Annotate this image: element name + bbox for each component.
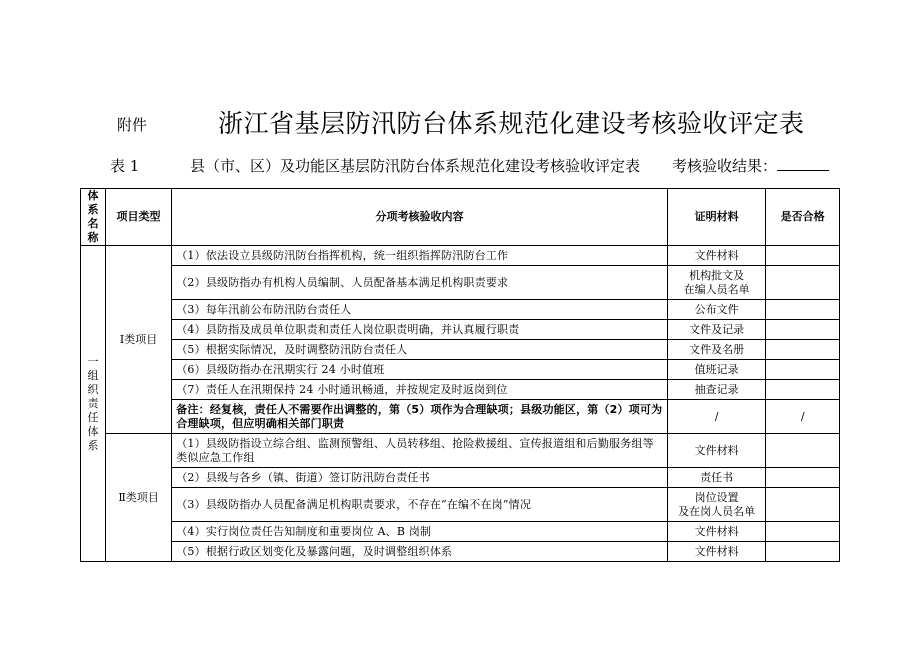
table-row bbox=[81, 320, 840, 340]
system-char: 任 bbox=[87, 410, 99, 424]
item-proof bbox=[667, 434, 766, 468]
item-pass[interactable] bbox=[766, 340, 840, 360]
item-proof bbox=[667, 360, 766, 380]
result-blank[interactable] bbox=[777, 155, 829, 171]
note-proof: / bbox=[667, 400, 766, 434]
proof-line: 文件材料 bbox=[694, 248, 739, 262]
type2-label-cell: Ⅱ类项目 bbox=[105, 434, 171, 562]
system-char: 责 bbox=[87, 396, 99, 410]
item-pass[interactable] bbox=[766, 320, 840, 340]
header-system-line2: 名称 bbox=[87, 217, 99, 244]
note-pass: / bbox=[766, 400, 840, 434]
system-name-cell bbox=[81, 246, 106, 562]
header-content: 分项考核验收内容 bbox=[172, 189, 668, 246]
item-proof bbox=[667, 488, 766, 522]
header-pass: 是否合格 bbox=[766, 189, 840, 246]
item-content: （3）每年汛前公布防汛防台责任人 bbox=[172, 300, 668, 320]
header-proof: 证明材料 bbox=[667, 189, 766, 246]
annex-label: 附件 bbox=[117, 116, 148, 134]
table-row bbox=[81, 522, 840, 542]
proof-line: 岗位设置 bbox=[694, 490, 739, 504]
table-number: 表 1 bbox=[110, 157, 140, 175]
system-char: 织 bbox=[87, 382, 99, 396]
system-char: 组 bbox=[87, 368, 99, 382]
table-row bbox=[81, 542, 840, 562]
item-content: （7）责任人在汛期保持 24 小时通讯畅通，并按规定及时返岗到位 bbox=[172, 380, 668, 400]
table-caption bbox=[110, 155, 840, 177]
item-content: （1）县级防指设立综合组、监测预警组、人员转移组、抢险救援组、宣传报道组和后勤服务组等类似应急工作组 bbox=[172, 434, 668, 468]
table-row bbox=[81, 360, 840, 380]
table-row bbox=[81, 246, 840, 266]
proof-line: 文件材料 bbox=[694, 524, 739, 538]
item-content: （6）县级防指办在汛期实行 24 小时值班 bbox=[172, 360, 668, 380]
table-row bbox=[81, 266, 840, 300]
item-content: （5）根据实际情况，及时调整防汛防台责任人 bbox=[172, 340, 668, 360]
proof-line: 值班记录 bbox=[694, 362, 739, 376]
item-pass[interactable] bbox=[766, 542, 840, 562]
item-pass[interactable] bbox=[766, 360, 840, 380]
note-content: 备注：经复核，责任人不需要作出调整的，第（5）项作为合理缺项；县级功能区，第（2）项可为合理缺项，但应明确相关部门职责 bbox=[172, 400, 668, 434]
table-row bbox=[81, 340, 840, 360]
system-char: 一 bbox=[87, 354, 99, 368]
table-row bbox=[81, 434, 840, 468]
proof-line: 机构批文及 bbox=[689, 268, 745, 282]
header-type: 项目类型 bbox=[105, 189, 171, 246]
table-name: 县（市、区）及功能区基层防汛防台体系规范化建设考核验收评定表 bbox=[190, 157, 641, 175]
item-pass[interactable] bbox=[766, 488, 840, 522]
header-system-line1: 体系 bbox=[87, 189, 99, 216]
item-content: （1）依法设立县级防汛防台指挥机构，统一组织指挥防汛防台工作 bbox=[172, 246, 668, 266]
note-row bbox=[81, 400, 840, 434]
item-proof bbox=[667, 522, 766, 542]
item-proof bbox=[667, 468, 766, 488]
table-row bbox=[81, 488, 840, 522]
item-content: （2）县级防指办有机构人员编制、人员配备基本满足机构职责要求 bbox=[172, 266, 668, 300]
item-proof bbox=[667, 542, 766, 562]
item-proof bbox=[667, 266, 766, 300]
item-pass[interactable] bbox=[766, 434, 840, 468]
proof-line: 文件材料 bbox=[694, 443, 739, 457]
proof-line: 责任书 bbox=[700, 470, 734, 484]
item-proof bbox=[667, 340, 766, 360]
system-char: 体 bbox=[87, 424, 99, 438]
item-content: （2）县级与各乡（镇、街道）签订防汛防台责任书 bbox=[172, 468, 668, 488]
item-pass[interactable] bbox=[766, 468, 840, 488]
item-proof bbox=[667, 320, 766, 340]
type1-label-cell: Ⅰ类项目 bbox=[105, 246, 171, 434]
item-pass[interactable] bbox=[766, 300, 840, 320]
proof-line: 抽查记录 bbox=[694, 382, 739, 396]
proof-line: 文件材料 bbox=[694, 544, 739, 558]
proof-line: 文件及记录 bbox=[689, 322, 745, 336]
item-pass[interactable] bbox=[766, 522, 840, 542]
proof-line: 公布文件 bbox=[694, 302, 739, 316]
result-label bbox=[672, 155, 829, 176]
item-proof bbox=[667, 300, 766, 320]
header-row bbox=[81, 189, 840, 246]
document-title: 浙江省基层防汛防台体系规范化建设考核验收评定表 bbox=[218, 109, 805, 138]
item-content: （3）县级防指办人员配备满足机构职责要求，不存在“在编不在岗”情况 bbox=[172, 488, 668, 522]
item-content: （4）实行岗位责任告知制度和重要岗位 A、B 岗制 bbox=[172, 522, 668, 542]
item-content: （5）根据行政区划变化及暴露问题，及时调整组织体系 bbox=[172, 542, 668, 562]
header-system bbox=[81, 189, 106, 246]
result-label-text: 考核验收结果： bbox=[672, 157, 778, 175]
proof-line: 文件及名册 bbox=[689, 342, 745, 356]
item-proof bbox=[667, 380, 766, 400]
item-pass[interactable] bbox=[766, 266, 840, 300]
proof-line: 在编人员名单 bbox=[683, 282, 750, 296]
table-row bbox=[81, 468, 840, 488]
proof-line: 及在岗人员名单 bbox=[678, 504, 756, 518]
table-row bbox=[81, 380, 840, 400]
assessment-table bbox=[80, 188, 840, 562]
item-pass[interactable] bbox=[766, 246, 840, 266]
system-name-vertical bbox=[86, 355, 100, 453]
item-content: （4）县防指及成员单位职责和责任人岗位职责明确，并认真履行职责 bbox=[172, 320, 668, 340]
item-proof bbox=[667, 246, 766, 266]
system-char: 系 bbox=[87, 438, 99, 452]
item-pass[interactable] bbox=[766, 380, 840, 400]
table-row bbox=[81, 300, 840, 320]
